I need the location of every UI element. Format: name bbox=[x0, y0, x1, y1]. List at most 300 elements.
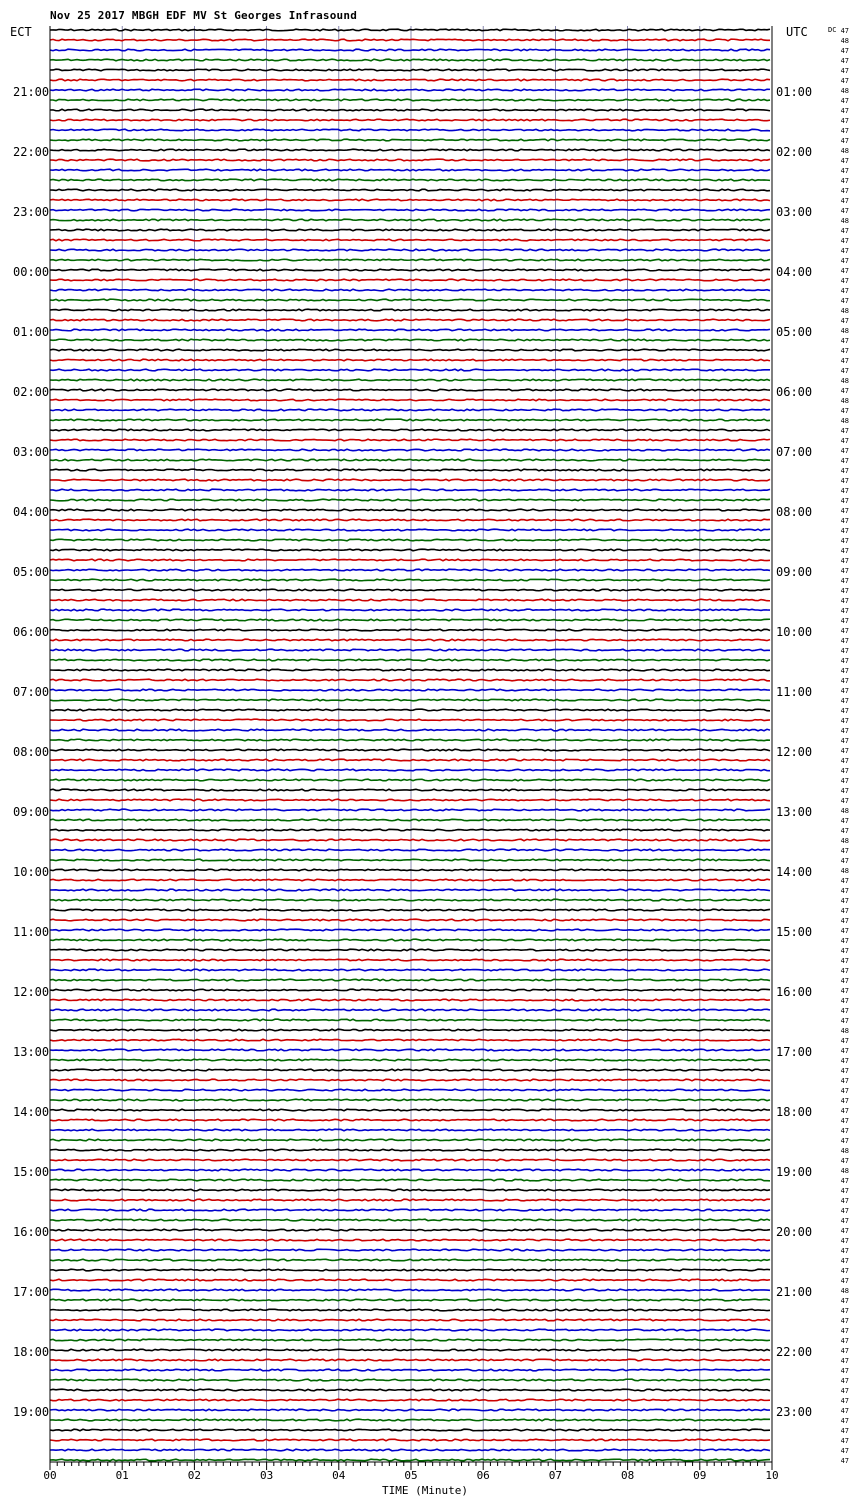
trace-67 bbox=[50, 699, 770, 701]
x-tick-label: 10 bbox=[765, 1469, 779, 1482]
left-hour-label: 06:00 bbox=[13, 625, 50, 639]
right-hour-label: 12:00 bbox=[776, 745, 813, 759]
right-hour-label: 03:00 bbox=[776, 205, 813, 219]
trace-93 bbox=[50, 959, 770, 961]
dc-value-39: 48 bbox=[840, 417, 849, 425]
trace-126 bbox=[50, 1289, 770, 1291]
left-hour-label: 08:00 bbox=[13, 745, 50, 759]
left-hour-label: 15:00 bbox=[13, 1165, 50, 1179]
dc-value-27: 47 bbox=[840, 297, 849, 305]
dc-value-8: 47 bbox=[840, 107, 849, 115]
dc-value-102: 47 bbox=[840, 1047, 849, 1055]
dc-value-63: 47 bbox=[840, 657, 849, 665]
dc-value-56: 47 bbox=[840, 587, 849, 595]
left-hour-label: 07:00 bbox=[13, 685, 50, 699]
trace-127 bbox=[50, 1299, 770, 1301]
trace-123 bbox=[50, 1259, 770, 1261]
trace-130 bbox=[50, 1329, 770, 1331]
trace-101 bbox=[50, 1039, 770, 1041]
dc-value-79: 47 bbox=[840, 817, 849, 825]
right-hour-label: 09:00 bbox=[776, 565, 813, 579]
dc-value-9: 47 bbox=[840, 117, 849, 125]
dc-value-31: 47 bbox=[840, 337, 849, 345]
dc-value-120: 47 bbox=[840, 1227, 849, 1235]
dc-value-30: 48 bbox=[840, 327, 849, 335]
trace-20 bbox=[50, 229, 770, 231]
left-hour-label: 02:00 bbox=[13, 385, 50, 399]
dc-value-24: 47 bbox=[840, 267, 849, 275]
left-hour-label: 05:00 bbox=[13, 565, 50, 579]
dc-value-3: 47 bbox=[840, 57, 849, 65]
dc-value-68: 47 bbox=[840, 707, 849, 715]
trace-65 bbox=[50, 679, 770, 681]
trace-97 bbox=[50, 999, 770, 1001]
trace-78 bbox=[50, 809, 770, 811]
dc-value-7: 47 bbox=[840, 97, 849, 105]
dc-value-100: 48 bbox=[840, 1027, 849, 1035]
dc-value-140: 47 bbox=[840, 1427, 849, 1435]
trace-99 bbox=[50, 1019, 770, 1021]
dc-value-55: 47 bbox=[840, 577, 849, 585]
dc-value-26: 47 bbox=[840, 287, 849, 295]
right-hour-label: 18:00 bbox=[776, 1105, 813, 1119]
trace-8 bbox=[50, 109, 770, 111]
dc-value-5: 47 bbox=[840, 77, 849, 85]
trace-14 bbox=[50, 169, 770, 171]
dc-value-2: 47 bbox=[840, 47, 849, 55]
trace-91 bbox=[50, 939, 770, 941]
dc-value-94: 47 bbox=[840, 967, 849, 975]
dc-value-78: 48 bbox=[840, 807, 849, 815]
dc-value-108: 47 bbox=[840, 1107, 849, 1115]
dc-value-25: 47 bbox=[840, 277, 849, 285]
trace-87 bbox=[50, 899, 770, 901]
dc-value-85: 47 bbox=[840, 877, 849, 885]
dc-value-99: 47 bbox=[840, 1017, 849, 1025]
trace-125 bbox=[50, 1279, 770, 1281]
trace-72 bbox=[50, 749, 770, 751]
trace-85 bbox=[50, 879, 770, 881]
dc-value-123: 47 bbox=[840, 1257, 849, 1265]
dc-value-104: 47 bbox=[840, 1067, 849, 1075]
trace-80 bbox=[50, 829, 770, 831]
trace-6 bbox=[50, 89, 770, 91]
dc-value-0: 47 bbox=[840, 27, 849, 35]
dc-value-42: 47 bbox=[840, 447, 849, 455]
trace-31 bbox=[50, 339, 770, 341]
dc-value-125: 47 bbox=[840, 1277, 849, 1285]
left-hour-label: 23:00 bbox=[13, 205, 50, 219]
trace-76 bbox=[50, 789, 770, 791]
left-hour-label: 21:00 bbox=[13, 85, 50, 99]
trace-131 bbox=[50, 1339, 770, 1341]
dc-value-66: 47 bbox=[840, 687, 849, 695]
trace-66 bbox=[50, 689, 770, 691]
right-axis-label: UTC bbox=[786, 25, 808, 39]
dc-value-142: 47 bbox=[840, 1447, 849, 1455]
dc-label: DC bbox=[828, 26, 837, 34]
dc-value-11: 47 bbox=[840, 137, 849, 145]
left-hour-label: 22:00 bbox=[13, 145, 50, 159]
dc-value-82: 47 bbox=[840, 847, 849, 855]
right-hour-label: 21:00 bbox=[776, 1285, 813, 1299]
dc-value-119: 47 bbox=[840, 1217, 849, 1225]
trace-42 bbox=[50, 449, 770, 451]
dc-value-64: 47 bbox=[840, 667, 849, 675]
dc-value-16: 47 bbox=[840, 187, 849, 195]
trace-114 bbox=[50, 1169, 770, 1171]
trace-51 bbox=[50, 539, 770, 541]
trace-115 bbox=[50, 1179, 770, 1181]
dc-value-103: 47 bbox=[840, 1057, 849, 1065]
trace-30 bbox=[50, 329, 770, 331]
dc-value-89: 47 bbox=[840, 917, 849, 925]
trace-110 bbox=[50, 1129, 770, 1131]
dc-value-87: 47 bbox=[840, 897, 849, 905]
trace-119 bbox=[50, 1219, 770, 1221]
trace-81 bbox=[50, 839, 770, 841]
dc-value-113: 47 bbox=[840, 1157, 849, 1165]
trace-21 bbox=[50, 239, 770, 241]
right-hour-label: 22:00 bbox=[776, 1345, 813, 1359]
trace-124 bbox=[50, 1269, 770, 1271]
dc-value-88: 47 bbox=[840, 907, 849, 915]
dc-value-105: 47 bbox=[840, 1077, 849, 1085]
dc-value-23: 47 bbox=[840, 257, 849, 265]
trace-116 bbox=[50, 1189, 770, 1191]
trace-79 bbox=[50, 819, 770, 821]
dc-value-49: 47 bbox=[840, 517, 849, 525]
dc-value-61: 47 bbox=[840, 637, 849, 645]
dc-value-97: 47 bbox=[840, 997, 849, 1005]
trace-58 bbox=[50, 609, 770, 611]
trace-69 bbox=[50, 719, 770, 721]
trace-16 bbox=[50, 189, 770, 191]
trace-36 bbox=[50, 389, 770, 391]
dc-value-131: 47 bbox=[840, 1337, 849, 1345]
trace-56 bbox=[50, 589, 770, 591]
dc-value-128: 47 bbox=[840, 1307, 849, 1315]
right-hour-label: 13:00 bbox=[776, 805, 813, 819]
dc-value-124: 47 bbox=[840, 1267, 849, 1275]
dc-value-37: 48 bbox=[840, 397, 849, 405]
dc-value-6: 48 bbox=[840, 87, 849, 95]
dc-value-21: 47 bbox=[840, 237, 849, 245]
trace-23 bbox=[50, 259, 770, 261]
trace-13 bbox=[50, 159, 770, 161]
trace-133 bbox=[50, 1359, 770, 1361]
dc-value-60: 47 bbox=[840, 627, 849, 635]
trace-90 bbox=[50, 929, 770, 931]
dc-value-117: 47 bbox=[840, 1197, 849, 1205]
left-hour-label: 17:00 bbox=[13, 1285, 50, 1299]
trace-28 bbox=[50, 309, 770, 311]
dc-value-50: 47 bbox=[840, 527, 849, 535]
left-hour-label: 16:00 bbox=[13, 1225, 50, 1239]
dc-value-127: 47 bbox=[840, 1297, 849, 1305]
right-hour-label: 06:00 bbox=[776, 385, 813, 399]
left-hour-label: 01:00 bbox=[13, 325, 50, 339]
x-tick-label: 09 bbox=[693, 1469, 707, 1482]
trace-104 bbox=[50, 1069, 770, 1071]
trace-74 bbox=[50, 769, 770, 771]
dc-value-41: 47 bbox=[840, 437, 849, 445]
dc-value-10: 47 bbox=[840, 127, 849, 135]
right-hour-label: 01:00 bbox=[776, 85, 813, 99]
right-hour-label: 08:00 bbox=[776, 505, 813, 519]
trace-140 bbox=[50, 1429, 770, 1431]
trace-52 bbox=[50, 549, 770, 551]
dc-value-14: 47 bbox=[840, 167, 849, 175]
dc-value-90: 47 bbox=[840, 927, 849, 935]
trace-89 bbox=[50, 919, 770, 921]
trace-41 bbox=[50, 439, 770, 441]
trace-57 bbox=[50, 599, 770, 601]
right-hour-label: 10:00 bbox=[776, 625, 813, 639]
dc-value-52: 47 bbox=[840, 547, 849, 555]
trace-11 bbox=[50, 139, 770, 141]
trace-82 bbox=[50, 849, 770, 851]
trace-68 bbox=[50, 709, 770, 711]
trace-1 bbox=[50, 39, 770, 41]
trace-84 bbox=[50, 869, 770, 871]
dc-value-118: 47 bbox=[840, 1207, 849, 1215]
dc-value-44: 47 bbox=[840, 467, 849, 475]
dc-value-93: 47 bbox=[840, 957, 849, 965]
trace-64 bbox=[50, 669, 770, 671]
dc-value-98: 47 bbox=[840, 1007, 849, 1015]
dc-value-13: 47 bbox=[840, 157, 849, 165]
dc-value-67: 47 bbox=[840, 697, 849, 705]
dc-value-18: 47 bbox=[840, 207, 849, 215]
dc-value-43: 47 bbox=[840, 457, 849, 465]
dc-value-133: 47 bbox=[840, 1357, 849, 1365]
dc-value-12: 48 bbox=[840, 147, 849, 155]
trace-0 bbox=[50, 29, 770, 31]
trace-25 bbox=[50, 279, 770, 281]
trace-47 bbox=[50, 499, 770, 501]
trace-54 bbox=[50, 569, 770, 571]
dc-value-33: 47 bbox=[840, 357, 849, 365]
dc-value-76: 47 bbox=[840, 787, 849, 795]
dc-value-74: 47 bbox=[840, 767, 849, 775]
trace-10 bbox=[50, 129, 770, 131]
trace-132 bbox=[50, 1349, 770, 1351]
x-tick-label: 02 bbox=[187, 1469, 202, 1482]
trace-46 bbox=[50, 489, 770, 491]
trace-83 bbox=[50, 859, 770, 861]
dc-value-138: 47 bbox=[840, 1407, 849, 1415]
left-hour-label: 04:00 bbox=[13, 505, 50, 519]
dc-value-132: 47 bbox=[840, 1347, 849, 1355]
trace-118 bbox=[50, 1209, 770, 1211]
right-hour-label: 23:00 bbox=[776, 1405, 813, 1419]
trace-121 bbox=[50, 1239, 770, 1241]
trace-129 bbox=[50, 1319, 770, 1321]
trace-94 bbox=[50, 969, 770, 971]
dc-value-121: 47 bbox=[840, 1237, 849, 1245]
dc-value-115: 47 bbox=[840, 1177, 849, 1185]
trace-27 bbox=[50, 299, 770, 301]
trace-135 bbox=[50, 1379, 770, 1381]
left-hour-label: 13:00 bbox=[13, 1045, 50, 1059]
dc-value-59: 47 bbox=[840, 617, 849, 625]
dc-value-130: 47 bbox=[840, 1327, 849, 1335]
trace-137 bbox=[50, 1399, 770, 1401]
dc-value-111: 47 bbox=[840, 1137, 849, 1145]
dc-value-86: 47 bbox=[840, 887, 849, 895]
dc-value-92: 47 bbox=[840, 947, 849, 955]
left-hour-label: 12:00 bbox=[13, 985, 50, 999]
left-hour-label: 11:00 bbox=[13, 925, 50, 939]
trace-120 bbox=[50, 1229, 770, 1231]
dc-value-129: 47 bbox=[840, 1317, 849, 1325]
trace-88 bbox=[50, 909, 770, 911]
trace-35 bbox=[50, 379, 770, 381]
dc-value-122: 47 bbox=[840, 1247, 849, 1255]
x-tick-label: 03 bbox=[259, 1469, 274, 1482]
dc-value-101: 47 bbox=[840, 1037, 849, 1045]
dc-value-34: 47 bbox=[840, 367, 849, 375]
dc-value-139: 47 bbox=[840, 1417, 849, 1425]
x-tick-label: 08 bbox=[620, 1469, 635, 1482]
dc-value-107: 47 bbox=[840, 1097, 849, 1105]
dc-value-72: 47 bbox=[840, 747, 849, 755]
trace-100 bbox=[50, 1029, 770, 1031]
trace-17 bbox=[50, 199, 770, 201]
dc-value-136: 47 bbox=[840, 1387, 849, 1395]
trace-22 bbox=[50, 249, 770, 251]
trace-45 bbox=[50, 479, 770, 481]
trace-61 bbox=[50, 639, 770, 641]
trace-18 bbox=[50, 209, 770, 211]
left-hour-label: 10:00 bbox=[13, 865, 50, 879]
dc-value-71: 47 bbox=[840, 737, 849, 745]
trace-102 bbox=[50, 1049, 770, 1051]
trace-71 bbox=[50, 739, 770, 741]
trace-113 bbox=[50, 1159, 770, 1161]
dc-value-22: 47 bbox=[840, 247, 849, 255]
trace-108 bbox=[50, 1109, 770, 1111]
trace-5 bbox=[50, 79, 770, 81]
x-tick-label: 07 bbox=[548, 1469, 563, 1482]
trace-40 bbox=[50, 429, 770, 431]
trace-75 bbox=[50, 779, 770, 781]
dc-value-70: 47 bbox=[840, 727, 849, 735]
right-hour-label: 17:00 bbox=[776, 1045, 813, 1059]
dc-value-57: 47 bbox=[840, 597, 849, 605]
trace-50 bbox=[50, 529, 770, 531]
dc-value-53: 47 bbox=[840, 557, 849, 565]
trace-19 bbox=[50, 219, 770, 221]
left-hour-label: 19:00 bbox=[13, 1405, 50, 1419]
dc-value-69: 47 bbox=[840, 717, 849, 725]
dc-value-73: 47 bbox=[840, 757, 849, 765]
dc-value-95: 47 bbox=[840, 977, 849, 985]
x-axis-title: TIME (Minute) bbox=[381, 1484, 469, 1497]
dc-value-36: 47 bbox=[840, 387, 849, 395]
left-hour-label: 09:00 bbox=[13, 805, 50, 819]
dc-value-137: 47 bbox=[840, 1397, 849, 1405]
trace-38 bbox=[50, 409, 770, 411]
trace-128 bbox=[50, 1309, 770, 1311]
dc-value-112: 48 bbox=[840, 1147, 849, 1155]
right-hour-label: 04:00 bbox=[776, 265, 813, 279]
trace-3 bbox=[50, 59, 770, 61]
trace-96 bbox=[50, 989, 770, 991]
trace-26 bbox=[50, 289, 770, 291]
right-hour-label: 16:00 bbox=[776, 985, 813, 999]
dc-value-15: 47 bbox=[840, 177, 849, 185]
trace-103 bbox=[50, 1059, 770, 1061]
x-tick-label: 04 bbox=[332, 1469, 346, 1482]
x-tick-label: 00 bbox=[43, 1469, 57, 1482]
trace-37 bbox=[50, 399, 770, 401]
dc-value-134: 47 bbox=[840, 1367, 849, 1375]
trace-112 bbox=[50, 1149, 770, 1151]
trace-117 bbox=[50, 1199, 770, 1201]
x-tick-label: 01 bbox=[115, 1469, 129, 1482]
dc-value-109: 47 bbox=[840, 1117, 849, 1125]
dc-value-38: 47 bbox=[840, 407, 849, 415]
chart-title: Nov 25 2017 MBGH EDF MV St Georges Infrasound bbox=[50, 9, 358, 22]
dc-value-47: 47 bbox=[840, 497, 849, 505]
trace-44 bbox=[50, 469, 770, 471]
left-axis-label: ECT bbox=[10, 25, 32, 39]
left-hour-label: 18:00 bbox=[13, 1345, 50, 1359]
dc-value-84: 48 bbox=[840, 867, 849, 875]
trace-59 bbox=[50, 619, 770, 621]
trace-111 bbox=[50, 1139, 770, 1141]
trace-77 bbox=[50, 799, 770, 801]
left-hour-label: 03:00 bbox=[13, 445, 50, 459]
trace-73 bbox=[50, 759, 770, 761]
dc-value-46: 47 bbox=[840, 487, 849, 495]
dc-value-54: 47 bbox=[840, 567, 849, 575]
right-hour-label: 07:00 bbox=[776, 445, 813, 459]
trace-142 bbox=[50, 1449, 770, 1451]
trace-143 bbox=[50, 1459, 770, 1461]
dc-value-114: 48 bbox=[840, 1167, 849, 1175]
x-tick-label: 05 bbox=[404, 1469, 418, 1482]
trace-86 bbox=[50, 889, 770, 891]
trace-2 bbox=[50, 49, 770, 51]
trace-33 bbox=[50, 359, 770, 361]
dc-value-77: 47 bbox=[840, 797, 849, 805]
dc-value-75: 47 bbox=[840, 777, 849, 785]
dc-value-80: 47 bbox=[840, 827, 849, 835]
trace-15 bbox=[50, 179, 770, 181]
right-hour-label: 20:00 bbox=[776, 1225, 813, 1239]
trace-138 bbox=[50, 1409, 770, 1411]
trace-139 bbox=[50, 1419, 770, 1421]
dc-value-126: 48 bbox=[840, 1287, 849, 1295]
right-hour-label: 05:00 bbox=[776, 325, 813, 339]
trace-107 bbox=[50, 1099, 770, 1101]
dc-value-116: 47 bbox=[840, 1187, 849, 1195]
dc-value-110: 47 bbox=[840, 1127, 849, 1135]
trace-92 bbox=[50, 949, 770, 951]
dc-value-35: 48 bbox=[840, 377, 849, 385]
trace-98 bbox=[50, 1009, 770, 1011]
trace-29 bbox=[50, 319, 770, 321]
trace-4 bbox=[50, 69, 770, 71]
dc-value-17: 47 bbox=[840, 197, 849, 205]
trace-39 bbox=[50, 419, 770, 421]
dc-value-29: 47 bbox=[840, 317, 849, 325]
dc-value-62: 47 bbox=[840, 647, 849, 655]
trace-109 bbox=[50, 1119, 770, 1121]
